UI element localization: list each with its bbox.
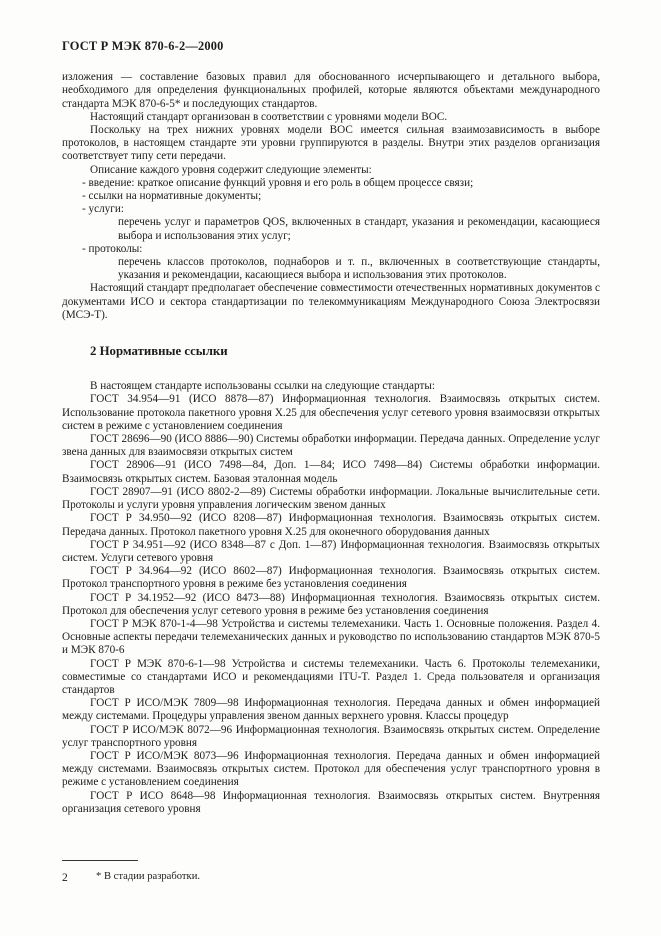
reference-item: ГОСТ Р ИСО 8648—98 Информационная технология. Взаимосвязь открытых систем. Внутренняя организация сетевого уровня bbox=[62, 789, 600, 815]
reference-item: ГОСТ Р ИСО/МЭК 7809—98 Информационная технология. Передача данных и обмен информацией между системами. Процедуры управления звеном данных верхнего уровня. Классы процедур bbox=[62, 697, 600, 723]
footnote: * В стадии разработки. bbox=[96, 870, 201, 882]
reference-item: ГОСТ Р 34.964—92 (ИСО 8602—87) Информационная технология. Взаимосвязь открытых систем. Протокол транспортного уровня в режиме без установления соединения bbox=[62, 565, 600, 591]
intro-paragraph: Поскольку на трех нижних уровнях модели ВОС имеется сильная взаимозависимость в выборе протоколов, в настоящем стандарте эти уровни группируются в разделы. Внутри этих разделов организация соответствует типу сети передачи. bbox=[62, 124, 600, 163]
intro-continuation: изложения — составление базовых правил для обоснованного исчерпывающего и детального выбора, необходимого для определения функциональных профилей, которые являются объектами международного стандарта МЭК 870-6-5* и последующих стандартов. bbox=[62, 71, 600, 110]
intro-paragraph: Настоящий стандарт организован в соответствии с уровнями модели ВОС. bbox=[90, 110, 448, 123]
reference-item: ГОСТ 28907—91 (ИСО 8802-2—89) Системы обработки информации. Локальные вычислительные сети. Протоколы и услуги уровня управления логическим звеном данных bbox=[62, 485, 600, 512]
list-item: - услуги: bbox=[82, 203, 124, 216]
reference-item: ГОСТ 28906—91 (ИСО 7498—84, Доп. 1—84; ИСО 7498—84) Системы обработки информации. Взаимосвязь открытых систем. Базовая эталонная модель bbox=[62, 459, 600, 485]
list-subitem: перечень классов протоколов, поднаборов и т. п., включенных в соответствующие стандарты, указания и рекомендации, касающиеся выбора и использования этих протоколов. bbox=[118, 256, 600, 282]
section-title: 2 Нормативные ссылки bbox=[90, 344, 228, 359]
list-item: - введение: краткое описание функций уровня и его роль в общем процессе связи; bbox=[82, 176, 474, 189]
references-lead: В настоящем стандарте использованы ссылки на следующие стандарты: bbox=[90, 380, 435, 393]
page-number: 2 bbox=[62, 872, 68, 884]
intro-paragraph: Описание каждого уровня содержит следующие элементы: bbox=[90, 163, 372, 176]
reference-item: ГОСТ Р ИСО/МЭК 8072—96 Информационная технология. Взаимосвязь открытых систем. Определение услуг транспортного уровня bbox=[62, 723, 600, 749]
reference-item: ГОСТ Р 34.951—92 (ИСО 8348—87 с Доп. 1—87) Информационная технология. Взаимосвязь открытых систем. Услуги сетевого уровня bbox=[62, 538, 600, 564]
reference-item: ГОСТ Р 34.1952—92 (ИСО 8473—88) Информационная технология. Взаимосвязь открытых систем. Протокол для обеспечения услуг сетевого уровня в режиме без установления соединения bbox=[62, 591, 600, 617]
reference-item: ГОСТ Р МЭК 870-6-1—98 Устройства и системы телемеханики. Часть 6. Протоколы телемеханики, совместимые со стандартами ИСО и рекомендациями ITU-T. Раздел 1. Среда пользователя и организация стандартов bbox=[62, 657, 600, 696]
reference-item: ГОСТ Р 34.950—92 (ИСО 8208—87) Информационная технология. Взаимосвязь открытых систем. Передача данных. Протокол пакетного уровня X.25 для оконечного оборудования данных bbox=[62, 512, 600, 538]
reference-item: ГОСТ 34.954—91 (ИСО 8878—87) Информационная технология. Взаимосвязь открытых систем. Использование протокола пакетного уровня X.25 для обеспечения услуг сетевого уровня взаимосвязи открытых систем в режиме с установлением соединения bbox=[62, 393, 600, 432]
list-item: - ссылки на нормативные документы; bbox=[82, 190, 262, 203]
reference-item: ГОСТ 28696—90 (ИСО 8886—90) Системы обработки информации. Передача данных. Определение услуг звена данных для взаимосвязи открытых систем bbox=[62, 433, 600, 459]
list-subitem: перечень услуг и параметров QOS, включенных в стандарт, указания и рекомендации, касающиеся выбора и использования этих услуг; bbox=[118, 216, 600, 242]
list-item: - протоколы: bbox=[82, 242, 143, 255]
intro-paragraph: Настоящий стандарт предполагает обеспечение совместимости отечественных нормативных документов с документами ИСО и сектора стандартизации по телекоммуникациям Международного Союза Электросвязи (МСЭ-Т). bbox=[62, 282, 600, 321]
footnote-divider bbox=[62, 860, 138, 861]
standard-header: ГОСТ Р МЭК 870-6-2—2000 bbox=[62, 39, 224, 53]
reference-item: ГОСТ Р ИСО/МЭК 8073—96 Информационная технология. Передача данных и обмен информацией между системами. Взаимосвязь открытых систем. Протокол для обеспечения услуг транспортного уровня в режиме с установлением соединения bbox=[62, 749, 600, 789]
reference-item: ГОСТ Р МЭК 870-1-4—98 Устройства и системы телемеханики. Часть 1. Основные положения. Раздел 4. Основные аспекты передачи телемеханических данных и руководство по использованию стандартов МЭК 870-5 и МЭК 870-6 bbox=[62, 617, 600, 657]
document-page bbox=[62, 40, 600, 883]
